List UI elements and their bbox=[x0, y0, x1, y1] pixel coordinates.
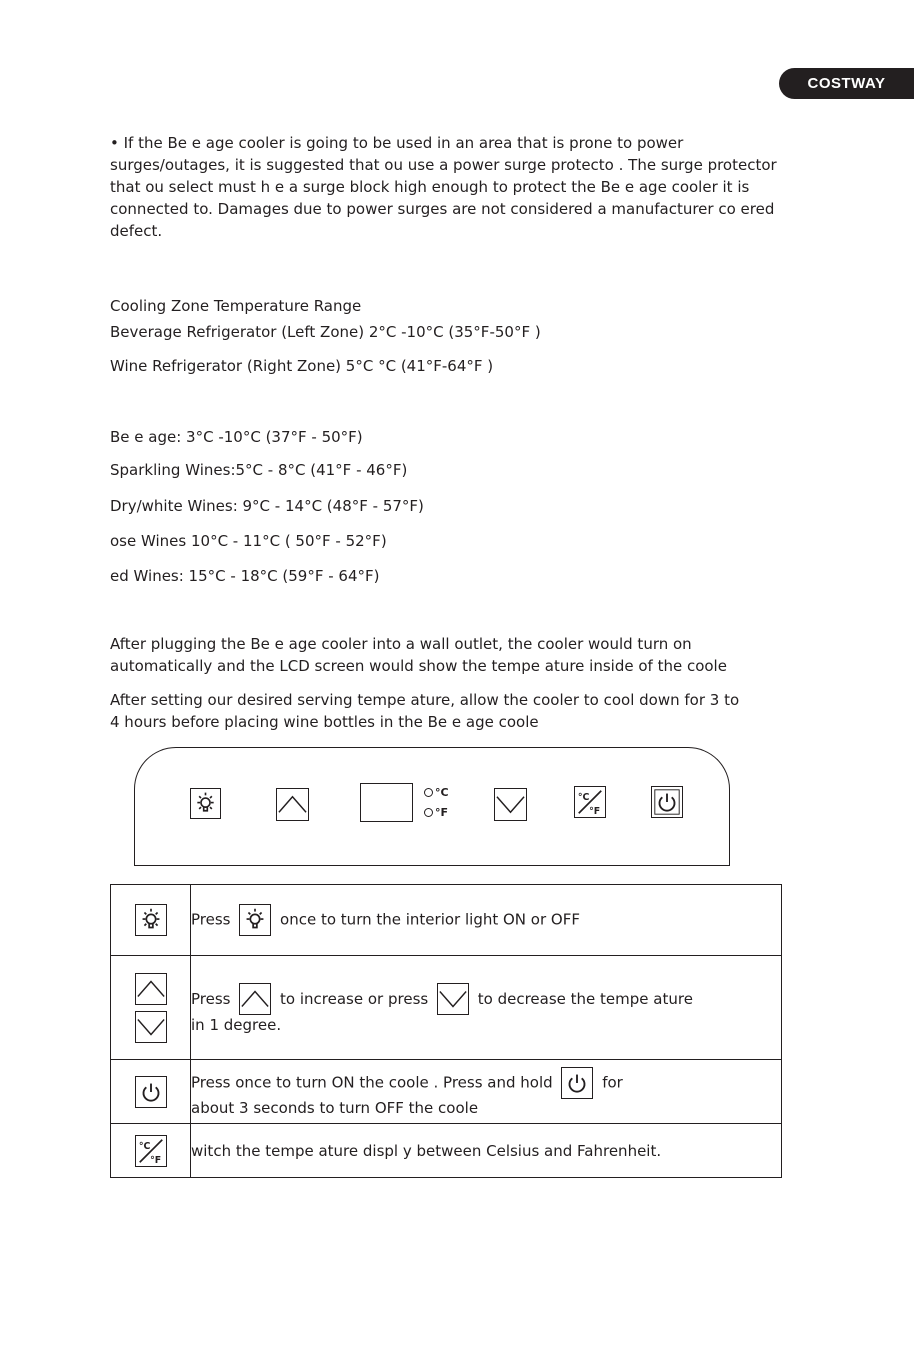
serving-red: ed Wines: 15°C - 18°C (59°F - 64°F) bbox=[110, 567, 380, 585]
fahrenheit-led-icon bbox=[424, 808, 433, 817]
light-icon bbox=[135, 904, 167, 936]
range-beverage: Beverage Refrigerator (Left Zone) 2°C -10°C (35°F-50°F ) bbox=[110, 323, 541, 341]
power-icon-cell bbox=[111, 1060, 191, 1124]
celsius-fahrenheit-icon bbox=[574, 786, 606, 818]
brand-logo: COSTWAY bbox=[779, 68, 914, 99]
wait-line-1: After setting our desired serving tempe ature, allow the cooler to cool down for 3 to bbox=[110, 691, 740, 709]
svg-text:°F: °F bbox=[150, 1154, 162, 1166]
svg-text:°F: °F bbox=[589, 806, 601, 817]
down-arrow-icon bbox=[494, 788, 527, 821]
up-arrow-icon bbox=[276, 788, 309, 821]
control-panel-base bbox=[134, 865, 730, 866]
power-icon bbox=[135, 1076, 167, 1108]
controls-table bbox=[110, 884, 782, 1178]
power-icon bbox=[561, 1067, 593, 1099]
celsius-fahrenheit-icon bbox=[135, 1135, 167, 1167]
serving-white: Dry/white Wines: 9°C - 14°C (48°F - 57°F) bbox=[110, 497, 424, 515]
unit-description: witch the tempe ature displ y between Celsius and Fahrenheit. bbox=[191, 1124, 782, 1178]
down-arrow-icon bbox=[135, 1011, 167, 1043]
celsius-led-icon bbox=[424, 788, 433, 797]
svg-text:°C: °C bbox=[577, 792, 590, 804]
serving-sparkling: Sparkling Wines:5°C - 8°C (41°F - 46°F) bbox=[110, 461, 408, 479]
surge-note: • If the Be e age cooler is going to be used in an area that is prone to power surges/outages, it is suggested that ou use a power surge protecto . The surge protector that ou select must h e a surge block high enough to protect the Be e age cooler it is connected to. Damages due to power surges are not considered a manufacturer co ered defect. bbox=[110, 134, 777, 240]
light-icon-cell bbox=[111, 885, 191, 956]
svg-text:°C: °C bbox=[138, 1140, 151, 1152]
table-row bbox=[111, 1060, 782, 1124]
light-description: Press once to turn the interior light ON or OFF bbox=[191, 885, 782, 956]
wait-line-2: 4 hours before placing wine bottles in the Be e age coole bbox=[110, 713, 539, 731]
power-description-line-2: about 3 seconds to turn OFF the coole bbox=[191, 1098, 479, 1117]
range-title: Cooling Zone Temperature Range bbox=[110, 297, 362, 315]
plug-line-1: After plugging the Be e age cooler into a wall outlet, the cooler would turn on bbox=[110, 635, 692, 653]
serving-beverage: Be e age: 3°C -10°C (37°F - 50°F) bbox=[110, 428, 363, 446]
table-row bbox=[111, 956, 782, 1060]
celsius-indicator: °C bbox=[424, 787, 449, 799]
up-arrow-icon bbox=[135, 973, 167, 1005]
fahrenheit-indicator: °F bbox=[424, 807, 448, 819]
temperature-description: Press to increase or press to decrease the tempe ature in 1 degree. bbox=[191, 956, 782, 1060]
temperature-description-line-2: in 1 degree. bbox=[191, 1015, 282, 1034]
up-arrow-icon bbox=[239, 983, 271, 1015]
serving-rose: ose Wines 10°C - 11°C ( 50°F - 52°F) bbox=[110, 532, 387, 550]
range-wine: Wine Refrigerator (Right Zone) 5°C °C (41°F-64°F ) bbox=[110, 357, 494, 375]
unit-icon-cell bbox=[111, 1124, 191, 1178]
light-icon bbox=[190, 788, 221, 819]
light-icon bbox=[239, 904, 271, 936]
table-row bbox=[111, 1124, 782, 1178]
power-description: Press once to turn ON the coole . Press and hold for about 3 seconds to turn OFF the coole bbox=[191, 1060, 782, 1124]
plug-line-2: automatically and the LCD screen would show the tempe ature inside of the coole bbox=[110, 657, 727, 675]
down-arrow-icon bbox=[437, 983, 469, 1015]
power-icon bbox=[651, 786, 683, 818]
table-row bbox=[111, 885, 782, 956]
arrow-icons-cell bbox=[111, 956, 191, 1060]
lcd-display bbox=[360, 783, 413, 822]
